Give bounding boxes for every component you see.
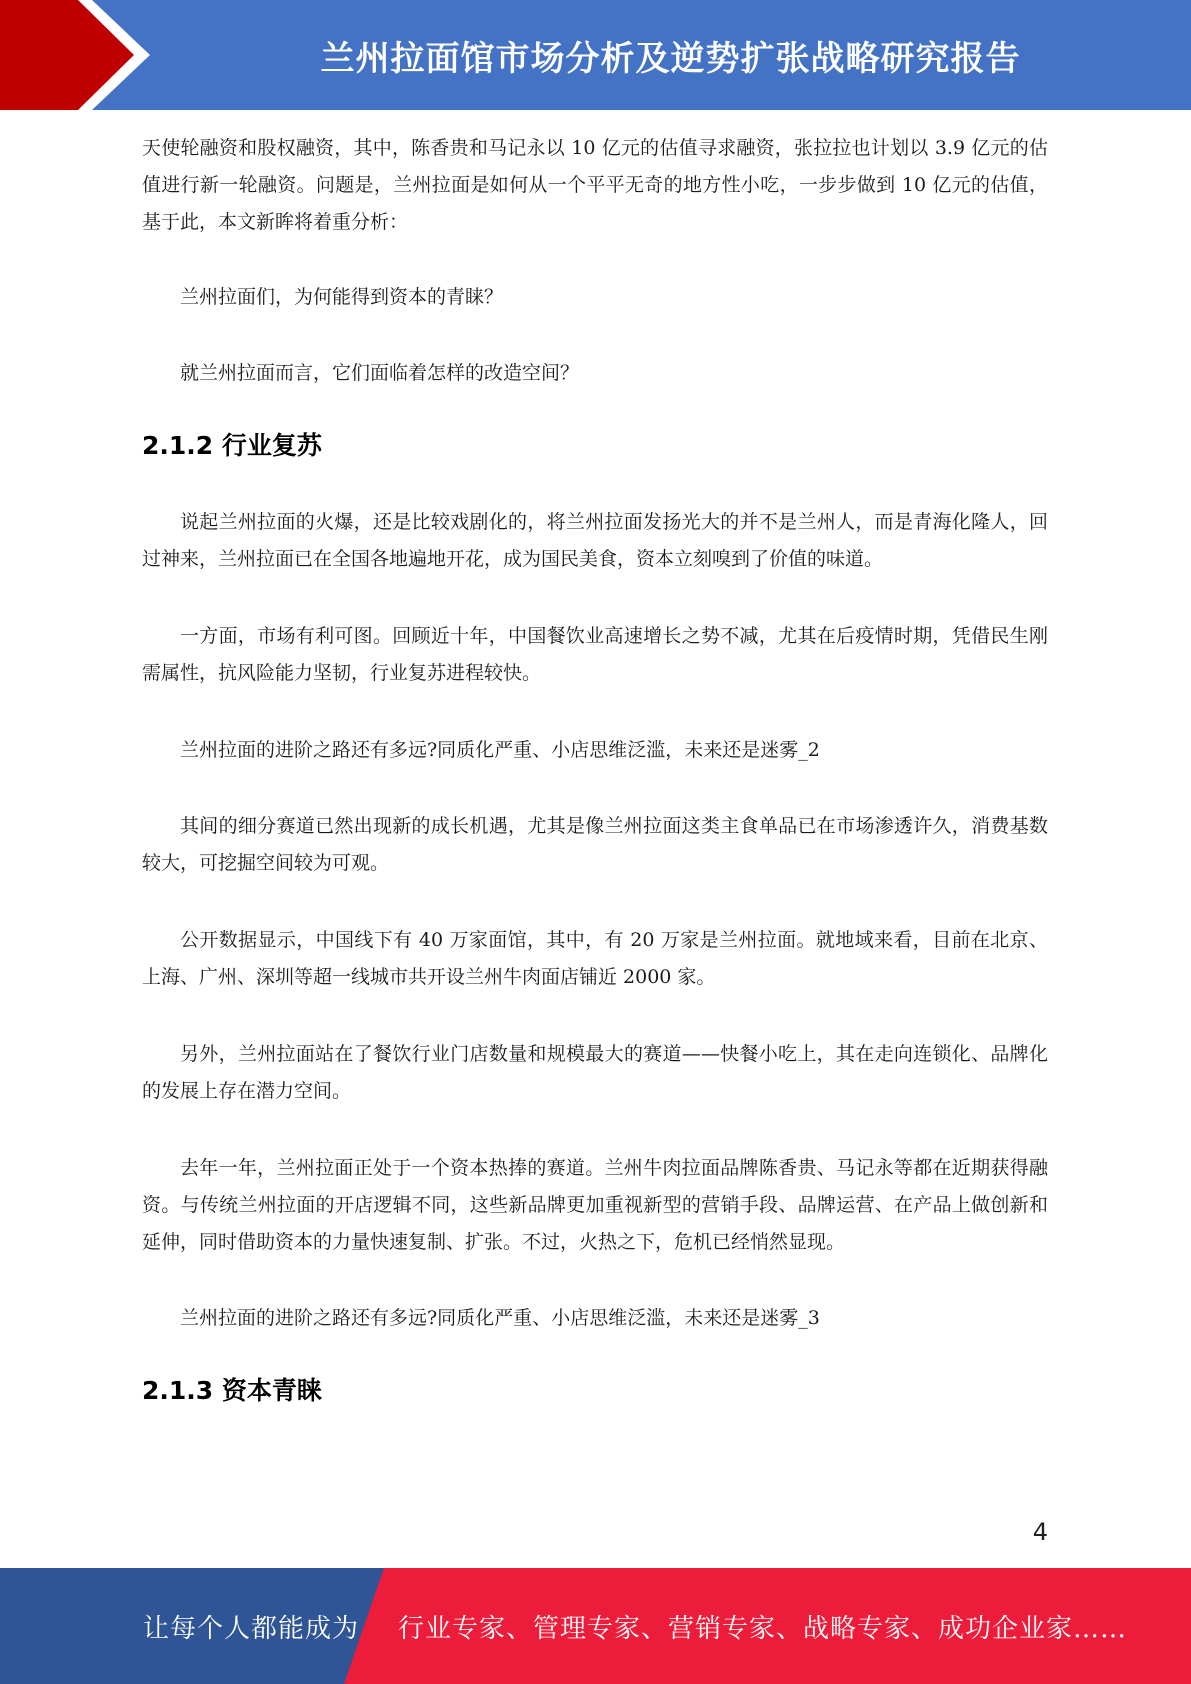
section-heading-2-1-2: 2.1.2 行业复苏 [142, 431, 322, 460]
paragraph-body: 另外，兰州拉面站在了餐饮行业门店数量和规模最大的赛道——快餐小吃上，其在走向连锁化、品牌化的发展上存在潜力空间。 [142, 1043, 1048, 1102]
page-number: 4 [1032, 1518, 1048, 1546]
paragraph-question-2: 就兰州拉面而言，它们面临着怎样的改造空间？ [180, 362, 580, 384]
image-caption: 兰州拉面的进阶之路还有多远?同质化严重、小店思维泛滥，未来还是迷雾_3 [180, 1307, 820, 1329]
paragraph-intro: 天使轮融资和股权融资，其中，陈香贵和马记永以 10 亿元的估值寻求融资，张拉拉也计划以 3.9 亿元的估值进行新一轮融资。问题是，兰州拉面是如何从一个平平无奇的地方性小吃，一步步做到 10 亿元的估值，基于此，本文新眸将着重分析： [142, 137, 1048, 233]
paragraph-body: 去年一年，兰州拉面正处于一个资本热捧的赛道。兰州牛肉拉面品牌陈香贵、马记永等都在近期获得融资。与传统兰州拉面的开店逻辑不同，这些新品牌更加重视新型的营销手段、品牌运营、在产品上做创新和延伸，同时借助资本的力量快速复制、扩张。不过，火热之下，危机已经悄然显现。 [142, 1157, 1048, 1253]
document-body [142, 130, 1048, 1407]
footer-slogan-left: 让每个人都能成为 [143, 1613, 360, 1644]
footer-banner [0, 1568, 1191, 1684]
paragraph-body: 公开数据显示，中国线下有 40 万家面馆，其中，有 20 万家是兰州拉面。就地域来看，目前在北京、上海、广州、深圳等超一线城市共开设兰州牛肉面店铺近 2000 家。 [142, 929, 1048, 988]
footer-slogan-right: 行业专家、管理专家、营销专家、战略专家、成功企业家…… [398, 1613, 1128, 1644]
header-banner [0, 0, 1191, 110]
paragraph-body: 说起兰州拉面的火爆，还是比较戏剧化的，将兰州拉面发扬光大的并不是兰州人，而是青海化隆人，回过神来，兰州拉面已在全国各地遍地开花，成为国民美食，资本立刻嗅到了价值的味道。 [142, 511, 1048, 570]
image-caption: 兰州拉面的进阶之路还有多远?同质化严重、小店思维泛滥，未来还是迷雾_2 [180, 739, 820, 761]
paragraph-body: 一方面，市场有利可图。回顾近十年，中国餐饮业高速增长之势不减，尤其在后疫情时期，凭借民生刚需属性，抗风险能力坚韧，行业复苏进程较快。 [142, 625, 1048, 684]
document-title: 兰州拉面馆市场分析及逆势扩张战略研究报告 [320, 38, 1021, 79]
chevron-arrow-icon [0, 0, 160, 110]
section-heading-2-1-3: 2.1.3 资本青睐 [142, 1376, 322, 1405]
paragraph-body: 其间的细分赛道已然出现新的成长机遇，尤其是像兰州拉面这类主食单品已在市场渗透许久，消费基数较大，可挖掘空间较为可观。 [142, 815, 1048, 874]
paragraph-question-1: 兰州拉面们，为何能得到资本的青睐？ [180, 286, 504, 308]
